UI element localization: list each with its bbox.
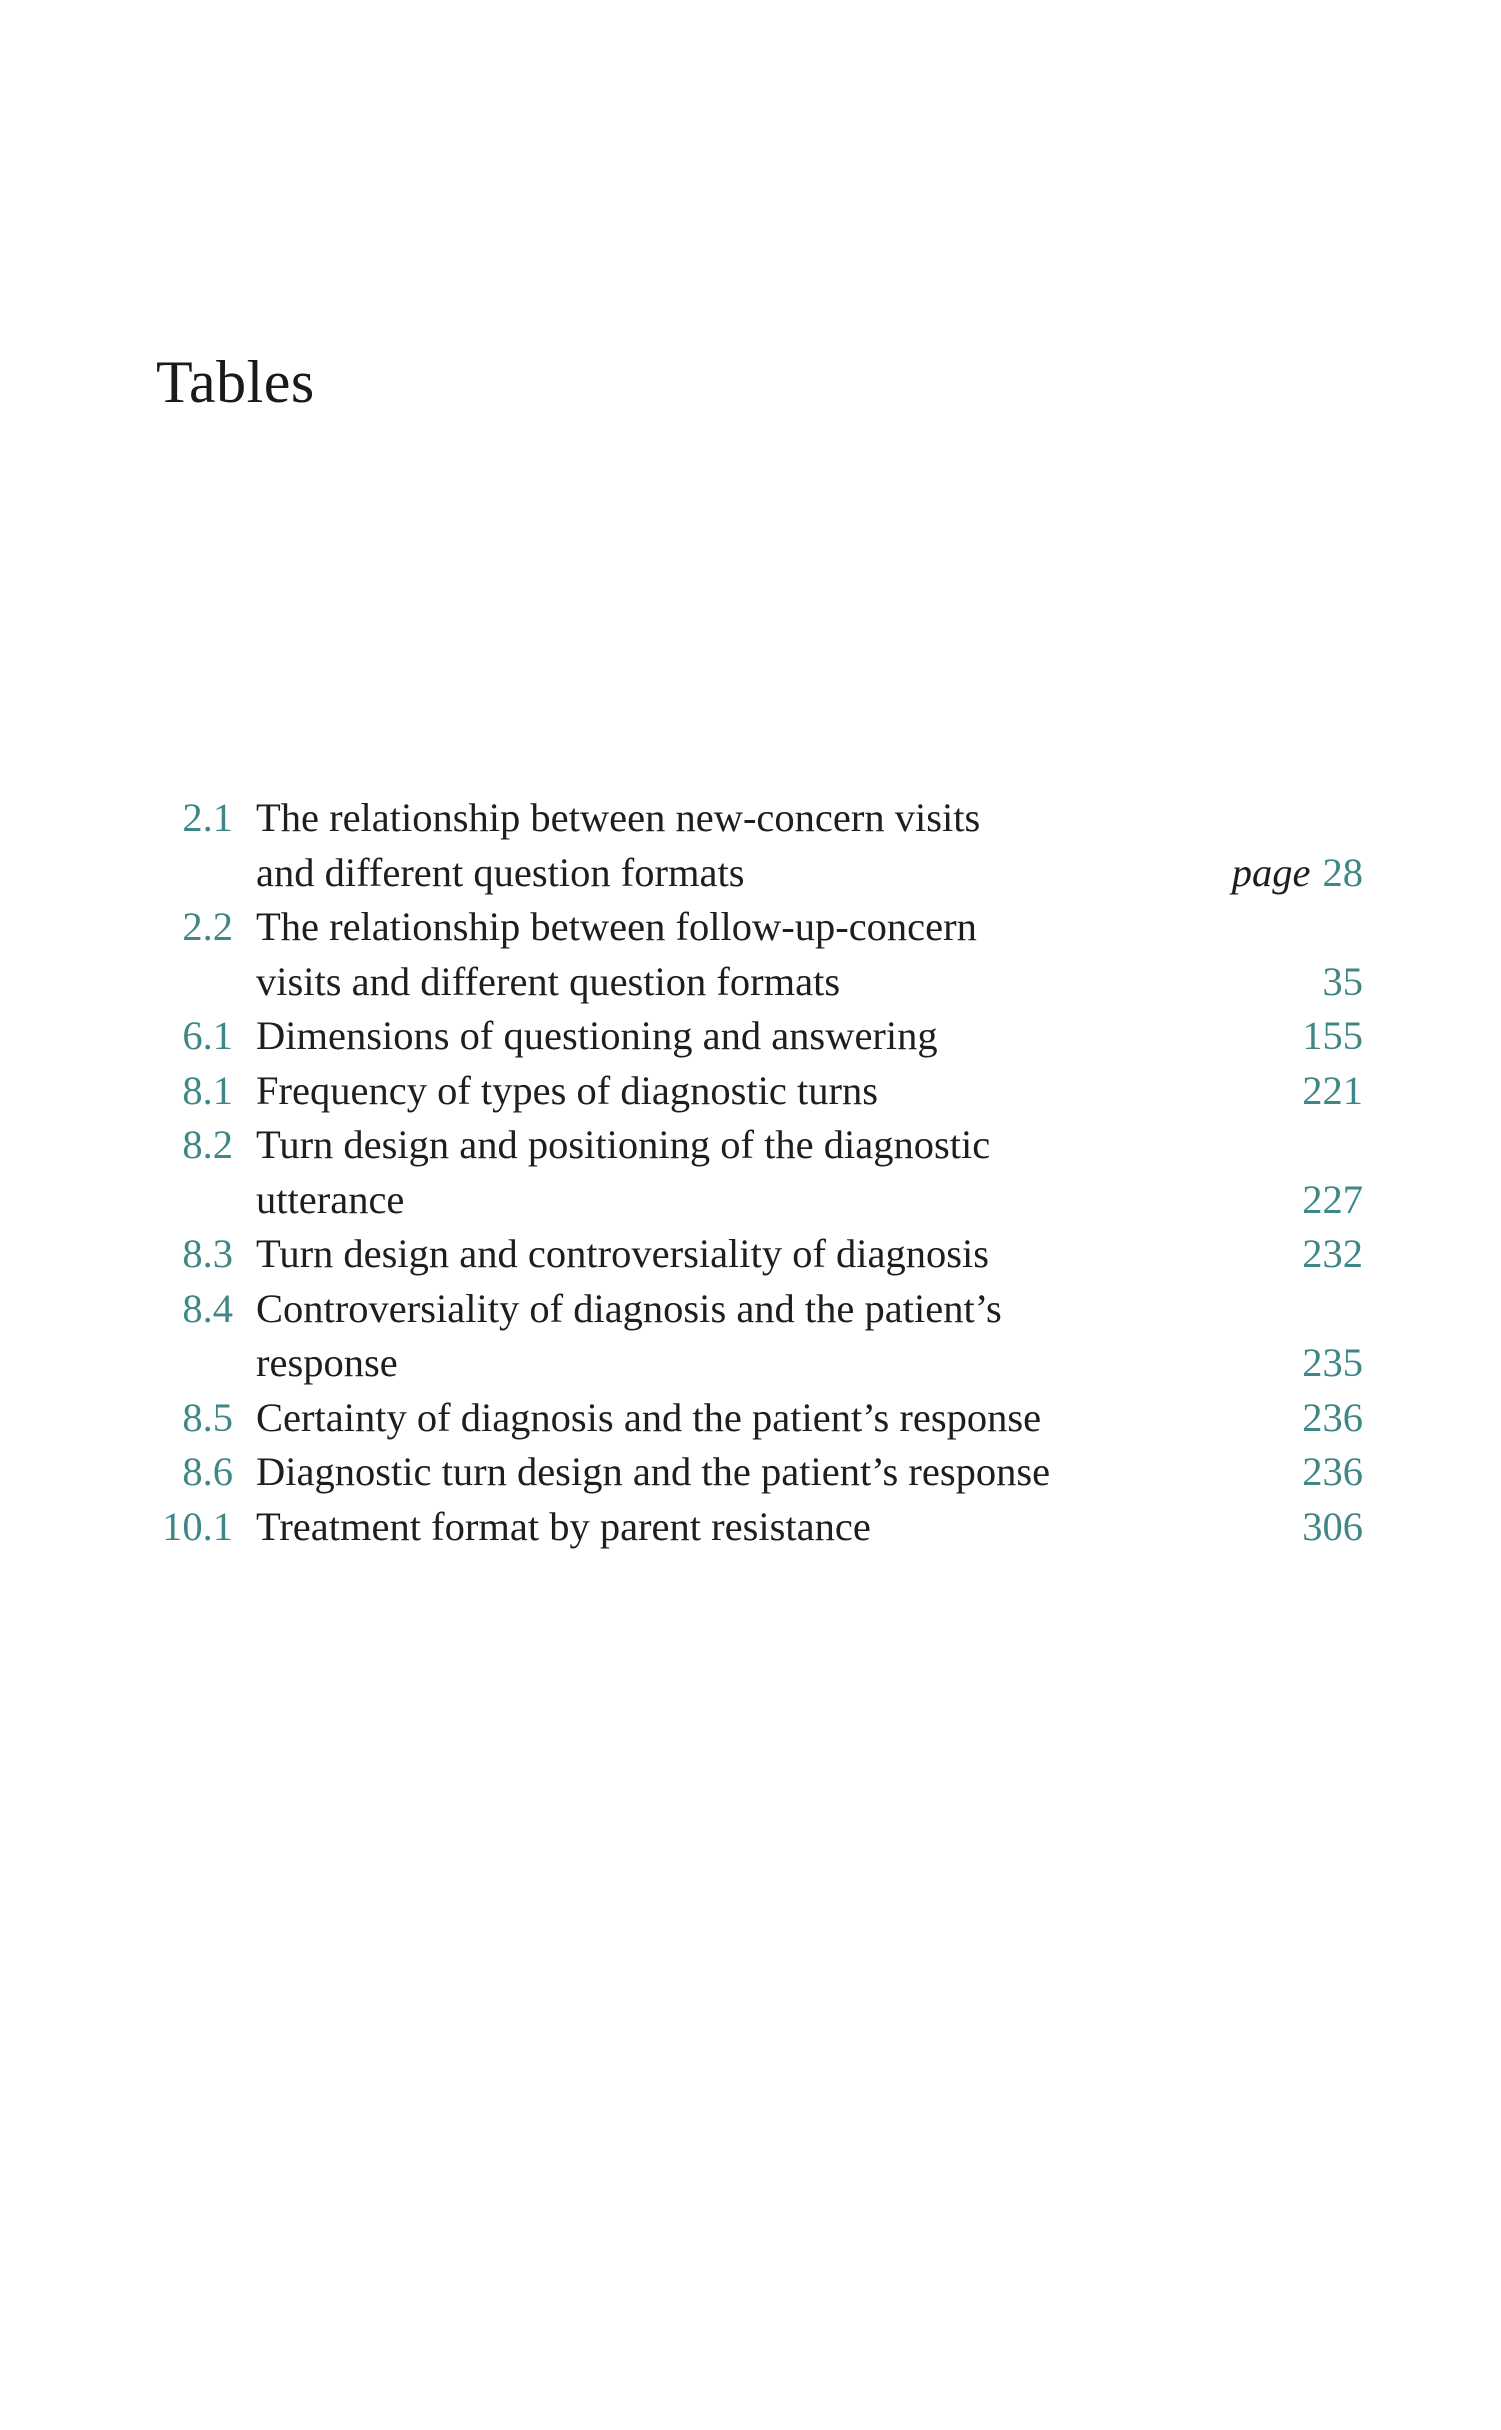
list-item[interactable]: [0, 1445, 1501, 1500]
table-title: [256, 1009, 1156, 1064]
table-title: [256, 1227, 1156, 1282]
page-number: 306: [1302, 1503, 1363, 1549]
page-number: 155: [1302, 1013, 1363, 1058]
table-title-line: The relationship between follow-up-concern: [256, 904, 977, 949]
table-title: [256, 1391, 1156, 1446]
list-item[interactable]: [0, 1118, 1501, 1227]
table-title-line: Turn design and controversiality of diagnosis: [256, 1231, 990, 1276]
table-title-line: Frequency of types of diagnostic turns: [256, 1067, 878, 1113]
table-title: [256, 1445, 1156, 1500]
table-number: 2.2: [182, 904, 233, 949]
table-title-line: Diagnostic turn design and the patient’s response: [256, 1449, 1051, 1494]
table-title-line: Controversiality of diagnosis and the patient’s: [256, 1285, 1002, 1331]
table-title: [256, 1118, 1156, 1227]
table-title-line: Dimensions of questioning and answering: [256, 1013, 938, 1058]
table-title: [256, 1500, 1156, 1555]
table-title: [256, 900, 1156, 1009]
table-number: 10.1: [162, 1503, 233, 1549]
page-number: 35: [1322, 958, 1363, 1004]
list-item[interactable]: [0, 1500, 1501, 1555]
page-number: 235: [1302, 1340, 1363, 1385]
table-number: 8.4: [182, 1285, 233, 1331]
list-item[interactable]: [0, 1227, 1501, 1282]
table-title: [256, 791, 1156, 900]
page-number: [1232, 846, 1363, 901]
page-number: 232: [1302, 1231, 1363, 1276]
list-item[interactable]: [0, 1064, 1501, 1119]
table-title-line: response: [256, 1340, 398, 1385]
table-title-line: Certainty of diagnosis and the patient’s response: [256, 1394, 1042, 1440]
table-title-line: Treatment format by parent resistance: [256, 1503, 871, 1549]
table-title-line: The relationship between new-concern visits: [256, 795, 981, 840]
list-item[interactable]: [0, 791, 1501, 900]
table-title: [256, 1282, 1156, 1391]
table-title: [256, 1064, 1156, 1119]
table-number: 8.1: [182, 1067, 233, 1113]
table-number: 8.2: [182, 1122, 233, 1167]
table-number: 8.5: [182, 1394, 233, 1440]
page-number: 236: [1302, 1394, 1363, 1440]
table-title-line: Turn design and positioning of the diagnostic: [256, 1122, 991, 1167]
table-title-line: visits and different question formats: [256, 958, 841, 1004]
table-title-line: and different question formats: [256, 849, 745, 895]
table-number: 6.1: [182, 1013, 233, 1058]
table-number: 8.3: [182, 1231, 233, 1276]
page-number: 221: [1302, 1067, 1363, 1113]
table-number: 2.1: [182, 795, 233, 840]
list-item[interactable]: [0, 1391, 1501, 1446]
page-prefix: page: [1231, 849, 1311, 895]
page-number: 227: [1302, 1176, 1363, 1222]
page-title: Tables: [156, 349, 315, 415]
page-number-value: 28: [1322, 849, 1363, 895]
list-item[interactable]: [0, 900, 1501, 1009]
table-list: [0, 791, 1501, 1554]
list-item[interactable]: [0, 1009, 1501, 1064]
page-number: 236: [1302, 1449, 1363, 1494]
table-title-line: utterance: [256, 1176, 405, 1222]
table-number: 8.6: [182, 1449, 233, 1494]
list-item[interactable]: [0, 1282, 1501, 1391]
